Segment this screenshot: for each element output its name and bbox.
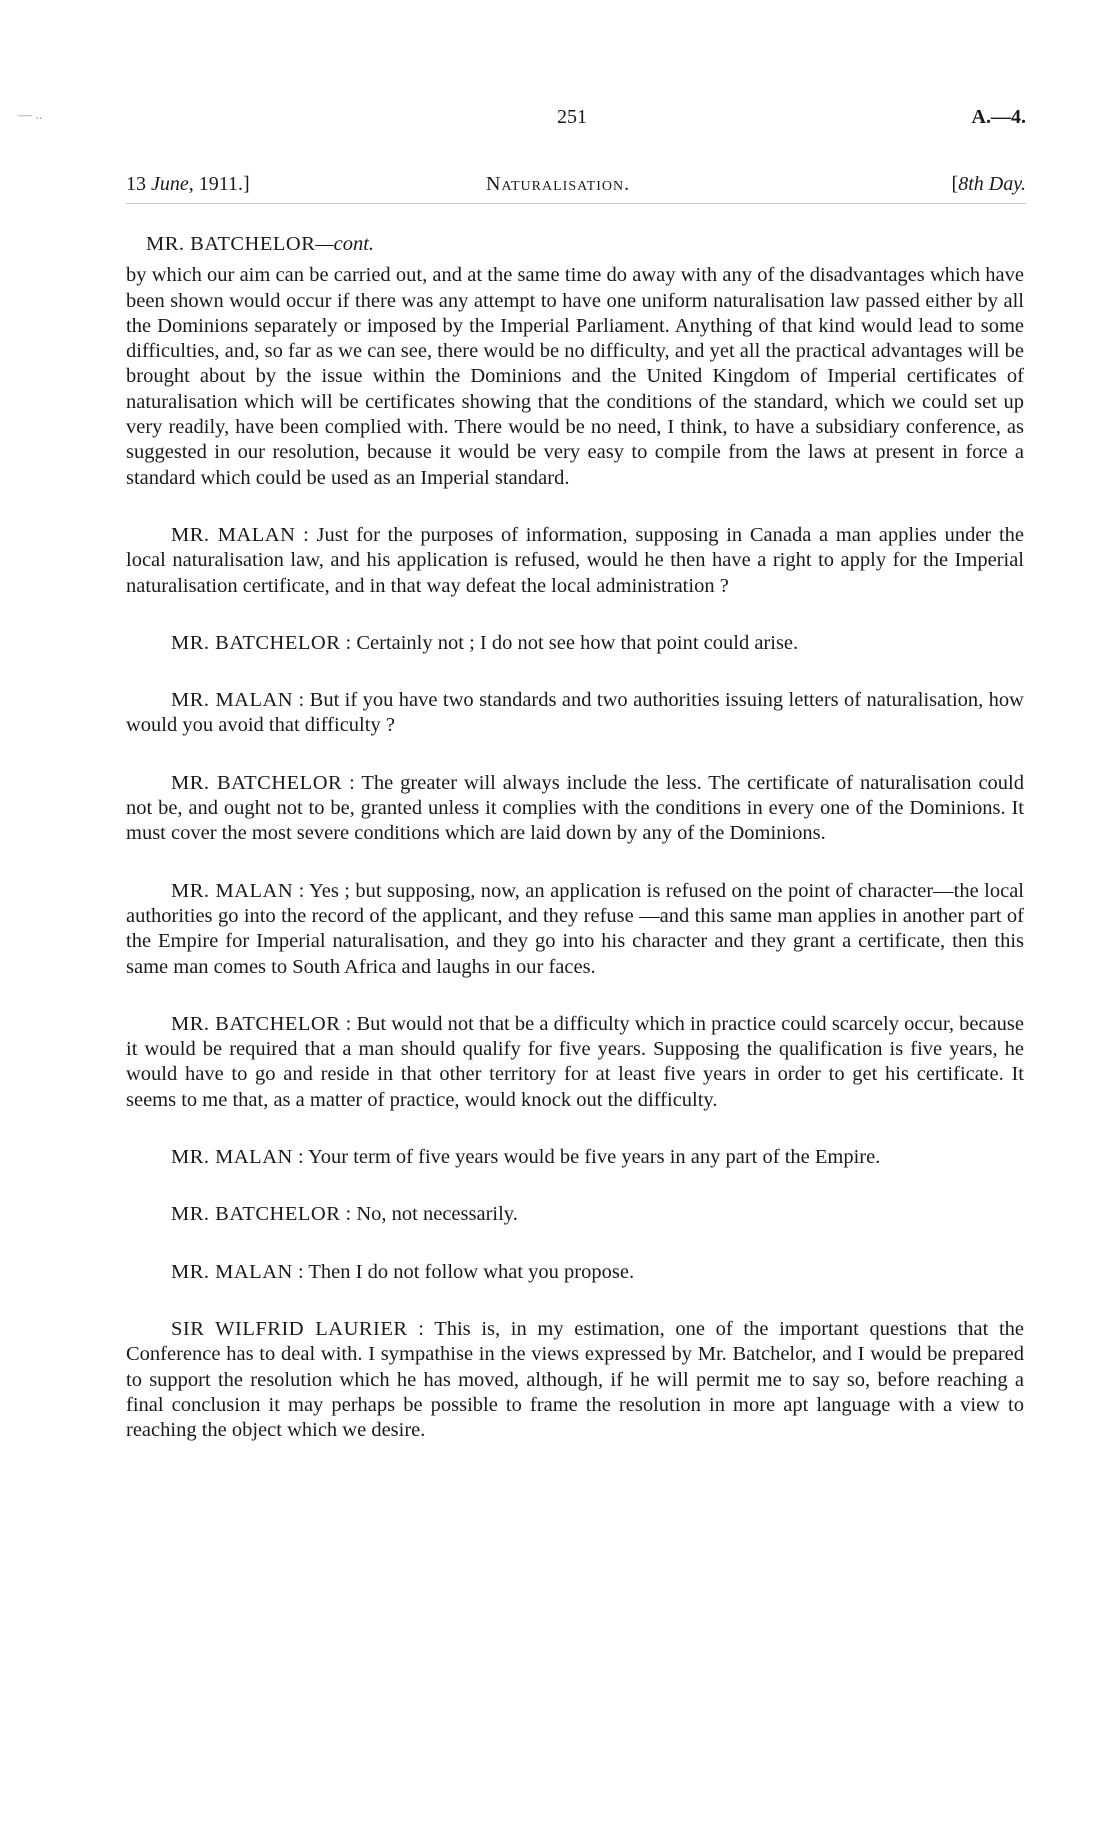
- session-date: 13 June, 1911.]: [126, 173, 250, 195]
- speaker-name: MR. MALAN: [171, 523, 296, 546]
- speech-paragraph: SIR WILFRID LAURIER : This is, in my estimation, one of the important questions that the Conference has to deal with. I sympathise in the views expressed by Mr. Batchelor, and I would be prepared to support the resolution which he has moved, although, if he will permit me to say so, before reaching a final conclusion it may perhaps be possible to frame the resolution in more apt language with a view to reaching the object which we desire.: [126, 1317, 1024, 1442]
- speaker-name: MR. BATCHELOR: [171, 1012, 341, 1035]
- page-header: [0, 106, 1114, 136]
- speech-paragraph: MR. MALAN : Your term of five years would be five years in any part of the Empire.: [171, 1146, 881, 1169]
- speech-paragraph: MR. MALAN : But if you have two standards and two authorities issuing letters of naturalisation, how would you avoid that difficulty ?: [126, 689, 1024, 737]
- speech-paragraph: MR. BATCHELOR : No, not necessarily.: [171, 1203, 518, 1226]
- speech-paragraph: MR. BATCHELOR : Certainly not ; I do not see how that point could arise.: [171, 631, 799, 654]
- page-number: 251: [557, 106, 587, 128]
- speech-paragraph: MR. MALAN : Then I do not follow what you propose.: [171, 1260, 635, 1283]
- running-head: [126, 173, 1026, 204]
- speaker-name: SIR WILFRID LAURIER: [171, 1317, 408, 1340]
- document-code: A.—4.: [971, 106, 1026, 128]
- speaker-name: MR. MALAN: [171, 879, 294, 902]
- speech-paragraph: MR. BATCHELOR : But would not that be a difficulty which in practice could scarcely occur, because it would be required that a man should qualify for five years. Supposing the qualification is five years, he would have to go and reside in that other territory for at least five years in order to get his certificate. It seems to me that, as a matter of practice, would knock out the difficulty.: [126, 1012, 1025, 1111]
- speech-paragraph: MR. MALAN : Yes ; but supposing, now, an application is refused on the point of character—the local authorities go into the record of the applicant, and they refuse —and this same man applies in another part of the Empire for Imperial naturalisation, and they go into his character and they grant a certificate, then this same man comes to South Africa and laughs in our faces.: [126, 879, 1025, 978]
- speaker-name: MR. MALAN: [171, 1260, 293, 1283]
- speaker-name: MR. BATCHELOR: [171, 771, 343, 794]
- section-subject: Naturalisation.: [486, 173, 631, 195]
- session-day: [8th Day.: [951, 173, 1026, 195]
- scan-mark: — ..: [18, 108, 43, 123]
- continued-speaker: MR. BATCHELOR—cont.: [146, 233, 375, 255]
- transcript-body: [126, 232, 1024, 1475]
- speech-paragraph: MR. BATCHELOR : The greater will always include the less. The certificate of naturalisation could not be, and ought not to be, granted unless it complies with the conditions in every one of the Dominions. It must cover the most severe conditions which are laid down by any of the Dominions.: [126, 771, 1024, 845]
- speaker-name: MR. MALAN: [171, 689, 294, 712]
- speech-paragraph: MR. MALAN : Just for the purposes of information, supposing in Canada a man applies under the local naturalisation law, and his application is refused, would he then have a right to apply for the Imperial naturalisation certificate, and in that way defeat the local administration ?: [126, 523, 1024, 597]
- speaker-name: MR. BATCHELOR: [171, 631, 341, 654]
- opening-paragraph: by which our aim can be carried out, and at the same time do away with any of the disadvantages which have been shown would occur if there was any attempt to have one uniform naturalisation law passed either by all the Dominions separately or imposed by the Imperial Parliament. Anything of that kind would lead to some difficulties, and, so far as we can see, there would be no difficulty, and yet all the practical advantages will be brought about by the issue within the Dominions and the United Kingdom of Imperial certificates of naturalisation which will be certificates showing that the conditions of the standard, which we could set up very readily, have been complied with. There would be no need, I think, to have a subsidiary conference, as suggested in our resolution, because it would be very easy to compile from the laws at present in force a standard which could be used as an Imperial standard.: [126, 264, 1024, 489]
- speaker-name: MR. BATCHELOR: [171, 1203, 341, 1226]
- speaker-name: MR. MALAN: [171, 1146, 293, 1169]
